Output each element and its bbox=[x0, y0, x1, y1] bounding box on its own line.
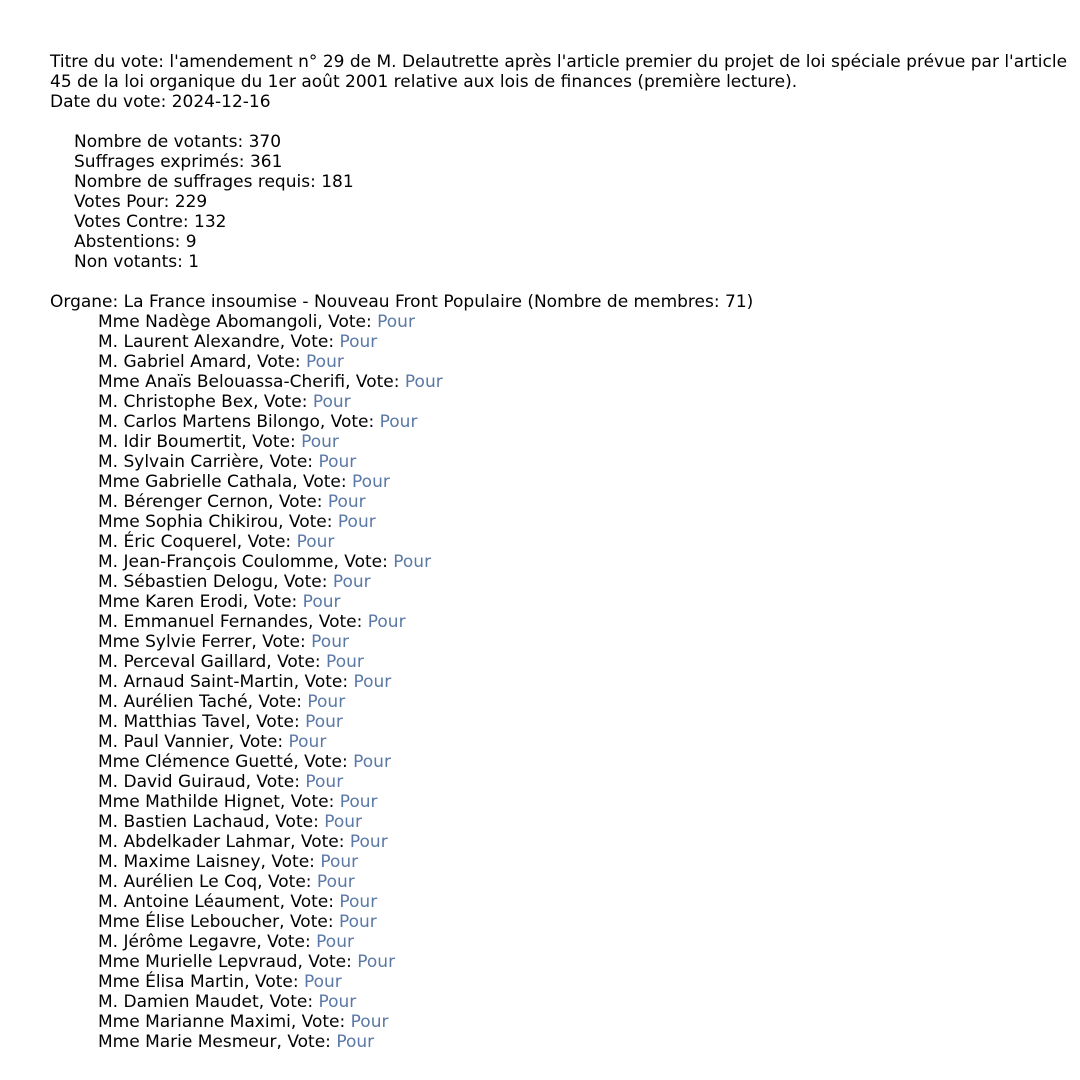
vote-label: , Vote: bbox=[307, 612, 363, 632]
vote-value-link[interactable]: Pour bbox=[377, 312, 415, 332]
vote-label: , Vote: bbox=[236, 532, 292, 552]
vote-value-link[interactable]: Pour bbox=[311, 632, 349, 652]
deputy-row bbox=[50, 372, 1075, 392]
deputy-name: Mme Clémence Guetté bbox=[98, 752, 294, 772]
deputy-row bbox=[50, 432, 1075, 452]
stat-abstentions bbox=[50, 232, 1075, 252]
deputy-row bbox=[50, 492, 1075, 512]
deputy-row bbox=[50, 1012, 1075, 1032]
vote-label: , Vote: bbox=[251, 632, 306, 652]
vote-value-link[interactable]: Pour bbox=[316, 872, 355, 892]
vote-value-link[interactable]: Pour bbox=[305, 772, 344, 792]
stat-value: 9 bbox=[185, 232, 197, 252]
vote-value-link[interactable]: Pour bbox=[288, 732, 327, 752]
organ-heading bbox=[50, 292, 1075, 312]
vote-value-link[interactable]: Pour bbox=[349, 832, 388, 852]
deputy-name: M. Bastien Lachaud bbox=[98, 812, 265, 832]
vote-label: , Vote: bbox=[260, 852, 315, 872]
deputy-name: M. Damien Maudet bbox=[98, 992, 259, 1012]
deputy-row bbox=[50, 952, 1075, 972]
vote-label: , Vote: bbox=[279, 892, 334, 912]
vote-value-link[interactable]: Pour bbox=[312, 392, 351, 412]
vote-label: , Vote: bbox=[242, 592, 298, 612]
deputy-row bbox=[50, 332, 1075, 352]
vote-value-link[interactable]: Pour bbox=[307, 692, 346, 712]
vote-label: , Vote: bbox=[290, 1012, 346, 1032]
vote-value-link[interactable]: Pour bbox=[353, 752, 391, 772]
stat-suffrages-requis bbox=[50, 172, 1075, 192]
vote-label: , Vote: bbox=[228, 732, 284, 752]
stat-label: Non votants: bbox=[74, 252, 183, 272]
stat-label: Votes Pour: bbox=[74, 192, 170, 212]
vote-value-link[interactable]: Pour bbox=[327, 492, 366, 512]
deputy-row bbox=[50, 652, 1075, 672]
deputy-name: Mme Marie Mesmeur bbox=[98, 1032, 277, 1052]
deputy-name: Mme Mathilde Hignet bbox=[98, 792, 280, 812]
deputy-row bbox=[50, 572, 1075, 592]
vote-value-link[interactable]: Pour bbox=[318, 452, 357, 472]
deputy-name: M. Jean-François Coulomme bbox=[98, 552, 334, 572]
deputy-name: Mme Élisa Martin bbox=[98, 972, 245, 992]
vote-title-text: l'amendement n° 29 de M. Delautrette après l'article premier du projet de loi spéciale prévue par l'article 45 de la loi organique du 1er août 2001 relative aux lois de finances (première lecture). bbox=[50, 52, 1068, 92]
vote-label: , Vote: bbox=[268, 492, 323, 512]
deputy-row bbox=[50, 912, 1075, 932]
deputy-row bbox=[50, 612, 1075, 632]
vote-date-label: Date du vote: bbox=[50, 92, 167, 112]
vote-label: , Vote: bbox=[279, 912, 334, 932]
stat-value: 181 bbox=[321, 172, 354, 192]
vote-label: , Vote: bbox=[264, 812, 319, 832]
deputy-name: M. Laurent Alexandre bbox=[98, 332, 280, 352]
stat-label: Suffrages exprimés: bbox=[74, 152, 245, 172]
vote-label: , Vote: bbox=[247, 692, 302, 712]
vote-label: , Vote: bbox=[297, 952, 352, 972]
organ-members-label: (Nombre de membres: bbox=[527, 292, 720, 312]
stat-votants bbox=[50, 132, 1075, 152]
vote-value-link[interactable]: Pour bbox=[339, 332, 378, 352]
vote-label: , Vote: bbox=[293, 672, 349, 692]
deputy-name: M. Arnaud Saint-Martin bbox=[98, 672, 294, 692]
deputy-row bbox=[50, 872, 1075, 892]
vote-value-link[interactable]: Pour bbox=[338, 912, 377, 932]
vote-value-link[interactable]: Pour bbox=[379, 412, 418, 432]
stat-value: 229 bbox=[174, 192, 208, 212]
vote-value-link[interactable]: Pour bbox=[306, 352, 344, 372]
vote-label: , Vote: bbox=[290, 832, 345, 852]
deputy-row bbox=[50, 412, 1075, 432]
vote-label: , Vote: bbox=[258, 452, 314, 472]
vote-value-link[interactable]: Pour bbox=[393, 552, 432, 572]
vote-value-link[interactable]: Pour bbox=[339, 892, 378, 912]
deputy-row bbox=[50, 392, 1075, 412]
deputy-name: M. Éric Coquerel bbox=[98, 532, 237, 552]
deputy-row bbox=[50, 352, 1075, 372]
deputy-name: M. Aurélien Taché bbox=[98, 692, 248, 712]
vote-value-link[interactable]: Pour bbox=[352, 472, 390, 492]
vote-label: , Vote: bbox=[317, 312, 372, 332]
vote-value-link[interactable]: Pour bbox=[296, 532, 335, 552]
spacer bbox=[50, 112, 1075, 132]
stat-label: Abstentions: bbox=[74, 232, 181, 252]
deputy-row bbox=[50, 692, 1075, 712]
deputy-name: M. Gabriel Amard bbox=[98, 352, 247, 372]
stat-non-votants bbox=[50, 252, 1075, 272]
vote-label: , Vote: bbox=[319, 412, 375, 432]
organ-members-close: ) bbox=[746, 292, 754, 312]
deputy-row bbox=[50, 992, 1075, 1012]
deputy-name: M. Abdelkader Lahmar bbox=[98, 832, 291, 852]
vote-label: , Vote: bbox=[273, 572, 328, 592]
deputy-row bbox=[50, 772, 1075, 792]
vote-label: , Vote: bbox=[292, 472, 347, 492]
vote-label: , Vote: bbox=[279, 332, 335, 352]
vote-label: , Vote: bbox=[278, 512, 333, 532]
vote-value-link[interactable]: Pour bbox=[318, 992, 357, 1012]
deputy-row bbox=[50, 852, 1075, 872]
organ-name: La France insoumise - Nouveau Front Populaire bbox=[123, 292, 522, 312]
vote-title-label: Titre du vote: bbox=[50, 52, 165, 72]
deputy-name: M. Idir Boumertit bbox=[98, 432, 242, 452]
vote-label: , Vote: bbox=[253, 392, 308, 412]
deputy-name: M. Sébastien Delogu bbox=[98, 572, 274, 592]
deputy-row bbox=[50, 672, 1075, 692]
organ-label: Organe: bbox=[50, 292, 119, 312]
deputy-row bbox=[50, 632, 1075, 652]
deputy-name: Mme Karen Erodi bbox=[98, 592, 243, 612]
vote-value-link[interactable]: Pour bbox=[302, 592, 341, 612]
deputy-row bbox=[50, 812, 1075, 832]
vote-value-link[interactable]: Pour bbox=[336, 1032, 375, 1052]
deputy-name: M. Aurélien Le Coq bbox=[98, 872, 258, 892]
deputy-name: M. Perceval Gaillard bbox=[98, 652, 267, 672]
deputy-row bbox=[50, 752, 1075, 772]
vote-label: , Vote: bbox=[241, 432, 296, 452]
deputy-name: M. David Guiraud bbox=[98, 772, 246, 792]
deputy-name: M. Paul Vannier bbox=[98, 732, 229, 752]
vote-value-link[interactable]: Pour bbox=[404, 372, 443, 392]
stat-votes-contre bbox=[50, 212, 1075, 232]
stat-value: 370 bbox=[248, 132, 282, 152]
vote-label: , Vote: bbox=[258, 992, 314, 1012]
deputy-list bbox=[50, 312, 1075, 1052]
deputy-row bbox=[50, 832, 1075, 852]
vote-value-link[interactable]: Pour bbox=[337, 512, 376, 532]
deputy-name: M. Sylvain Carrière bbox=[98, 452, 259, 472]
deputy-row bbox=[50, 552, 1075, 572]
vote-value-link[interactable]: Pour bbox=[367, 612, 406, 632]
vote-label: , Vote: bbox=[245, 772, 300, 792]
spacer bbox=[50, 272, 1075, 292]
deputy-row bbox=[50, 452, 1075, 472]
deputy-name: M. Bérenger Cernon bbox=[98, 492, 269, 512]
deputy-row bbox=[50, 792, 1075, 812]
vote-date-value: 2024-12-16 bbox=[171, 92, 271, 112]
deputy-name: Mme Anaïs Belouassa-Cherifi bbox=[98, 372, 346, 392]
vote-label: , Vote: bbox=[279, 792, 335, 812]
deputy-name: Mme Sophia Chikirou bbox=[98, 512, 279, 532]
deputy-row bbox=[50, 532, 1075, 552]
deputy-name: Mme Sylvie Ferrer bbox=[98, 632, 252, 652]
vote-date bbox=[50, 92, 1075, 112]
vote-value-link[interactable]: Pour bbox=[320, 852, 359, 872]
vote-value-link[interactable]: Pour bbox=[332, 572, 371, 592]
stat-suffrages-exprimes bbox=[50, 152, 1075, 172]
stat-value: 132 bbox=[194, 212, 227, 232]
deputy-row bbox=[50, 512, 1075, 532]
deputy-name: M. Antoine Léaument bbox=[98, 892, 280, 912]
deputy-name: M. Matthias Tavel bbox=[98, 712, 246, 732]
deputy-row bbox=[50, 712, 1075, 732]
deputy-row bbox=[50, 732, 1075, 752]
vote-value-link[interactable]: Pour bbox=[357, 952, 396, 972]
stat-value: 1 bbox=[188, 252, 200, 272]
vote-label: , Vote: bbox=[345, 372, 400, 392]
deputy-name: Mme Gabrielle Cathala bbox=[98, 472, 293, 492]
vote-label: , Vote: bbox=[257, 872, 312, 892]
organ-members-count: 71 bbox=[725, 292, 747, 312]
stat-label: Nombre de votants: bbox=[74, 132, 244, 152]
deputy-name: M. Maxime Laisney bbox=[98, 852, 261, 872]
vote-value-link[interactable]: Pour bbox=[339, 792, 378, 812]
vote-label: , Vote: bbox=[333, 552, 388, 572]
vote-value-link[interactable]: Pour bbox=[326, 652, 364, 672]
vote-label: , Vote: bbox=[266, 652, 321, 672]
stat-label: Votes Contre: bbox=[74, 212, 189, 232]
vote-document bbox=[50, 52, 1075, 1052]
deputy-row bbox=[50, 472, 1075, 492]
deputy-row bbox=[50, 1032, 1075, 1052]
stat-label: Nombre de suffrages requis: bbox=[74, 172, 316, 192]
vote-value-link[interactable]: Pour bbox=[305, 712, 343, 732]
vote-value-link[interactable]: Pour bbox=[324, 812, 363, 832]
deputy-name: Mme Nadège Abomangoli bbox=[98, 312, 318, 332]
deputy-name: M. Christophe Bex bbox=[98, 392, 254, 412]
deputy-name: Mme Murielle Lepvraud bbox=[98, 952, 298, 972]
stat-value: 361 bbox=[249, 152, 283, 172]
vote-label: , Vote: bbox=[293, 752, 348, 772]
vote-label: , Vote: bbox=[244, 972, 299, 992]
deputy-row bbox=[50, 592, 1075, 612]
vote-stats bbox=[50, 132, 1075, 272]
vote-value-link[interactable]: Pour bbox=[316, 932, 354, 952]
vote-label: , Vote: bbox=[245, 712, 300, 732]
deputy-name: Mme Marianne Maximi bbox=[98, 1012, 291, 1032]
vote-label: , Vote: bbox=[276, 1032, 331, 1052]
vote-value-link[interactable]: Pour bbox=[301, 432, 339, 452]
deputy-name: Mme Élise Leboucher bbox=[98, 912, 280, 932]
deputy-name: M. Carlos Martens Bilongo bbox=[98, 412, 320, 432]
vote-value-link[interactable]: Pour bbox=[353, 672, 392, 692]
deputy-row bbox=[50, 932, 1075, 952]
deputy-name: M. Jérôme Legavre bbox=[98, 932, 257, 952]
vote-title bbox=[50, 52, 1075, 92]
vote-label: , Vote: bbox=[256, 932, 311, 952]
deputy-name: M. Emmanuel Fernandes bbox=[98, 612, 308, 632]
vote-value-link[interactable]: Pour bbox=[303, 972, 342, 992]
deputy-row bbox=[50, 972, 1075, 992]
stat-votes-pour bbox=[50, 192, 1075, 212]
deputy-row bbox=[50, 892, 1075, 912]
vote-label: , Vote: bbox=[246, 352, 301, 372]
vote-value-link[interactable]: Pour bbox=[350, 1012, 389, 1032]
deputy-row bbox=[50, 312, 1075, 332]
